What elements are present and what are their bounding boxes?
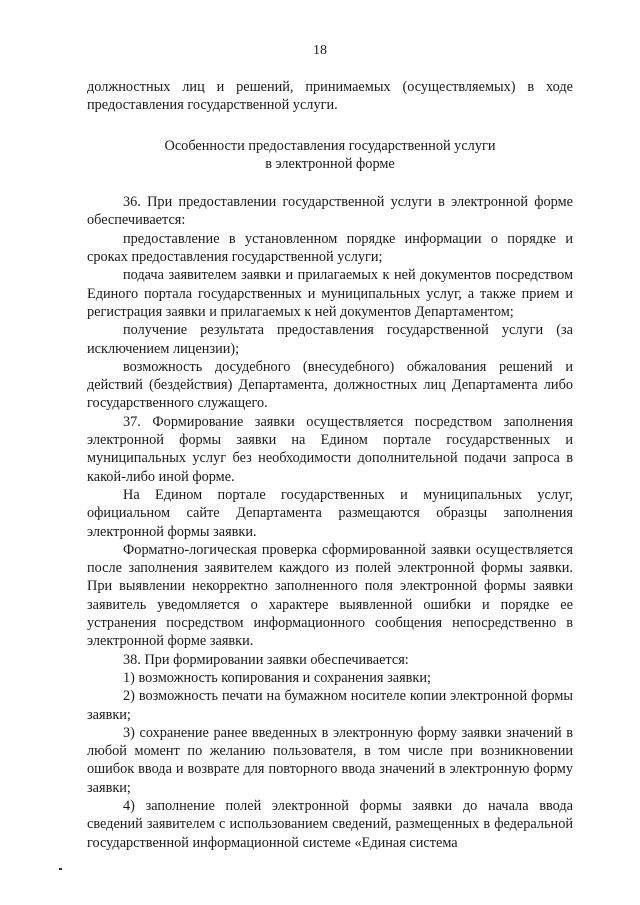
paragraph-38-item-3: 3) сохранение ранее введенных в электронную форму заявки значений в любой момент по желанию пользователя, в том числе при возникновении ошибок ввода и возврате для повторного ввода значений в электронную форму заявки; <box>87 724 573 796</box>
paragraph-38-item-1: 1) возможность копирования и сохранения заявки; <box>123 669 431 686</box>
paragraph-37-samples: На Едином портале государственных и муниципальных услуг, официальном сайте Департамента размещаются образцы заполнения электронной формы заявки. <box>87 486 573 540</box>
document-body <box>87 78 573 852</box>
paragraph-36-appeal: возможность досудебного (внесудебного) обжалования решений и действий (бездействия) Департамента, должностных лиц Департамента либо государственного служащего. <box>87 358 573 412</box>
paragraph-36-result: получение результата предоставления государственной услуги (за исключением лицензии); <box>87 322 573 357</box>
paragraph-38-item-2: 2) возможность печати на бумажном носителе копии электронной формы заявки; <box>87 688 573 723</box>
intro-paragraph: должностных лиц и решений, принимаемых (осуществляемых) в ходе предоставления государственной услуги. <box>87 79 573 114</box>
paragraph-36-info: предоставление в установленном порядке информации о порядке и сроках предоставления государственной услуги; <box>87 230 573 266</box>
paragraph-37-validation: Форматно-логическая проверка сформированной заявки осуществляется после заполнения заявителем каждого из полей электронной формы заявки. При выявлении некорректно заполненного поля электронной формы заявки заявитель уведомляется о характере выявленной ошибки и порядке ее устранения посредством информационного сообщения непосредственно в электронной форме заявки. <box>87 541 573 650</box>
section-title-line-1: Особенности предоставления государственной услуги <box>164 137 496 154</box>
section-title-line-2: в электронной форме <box>265 155 395 172</box>
paragraph-37: 37. Формирование заявки осуществляется посредством заполнения электронной формы заявки на Едином портале государственных и муниципальных услуг без необходимости дополнительной подачи запроса в какой-либо иной форме. <box>87 413 573 485</box>
paragraph-38: 38. При формировании заявки обеспечивается: <box>123 651 409 668</box>
paragraph-36: 36. При предоставлении государственной услуги в электронной форме обеспечивается: <box>87 194 573 229</box>
scan-dot <box>59 868 62 870</box>
paragraph-38-item-4: 4) заполнение полей электронной формы заявки до начала ввода сведений заявителем с использованием сведений, размещенных в федеральной государственной информационной системе «Единая система <box>87 797 573 851</box>
page-number: 18 <box>313 43 327 58</box>
paragraph-36-submission: подача заявителем заявки и прилагаемых к ней документов посредством Единого портала государственных и муниципальных услуг, а также прием и регистрация заявки и прилагаемых к ней документов Департаментом; <box>87 267 573 320</box>
section-title <box>87 137 573 174</box>
